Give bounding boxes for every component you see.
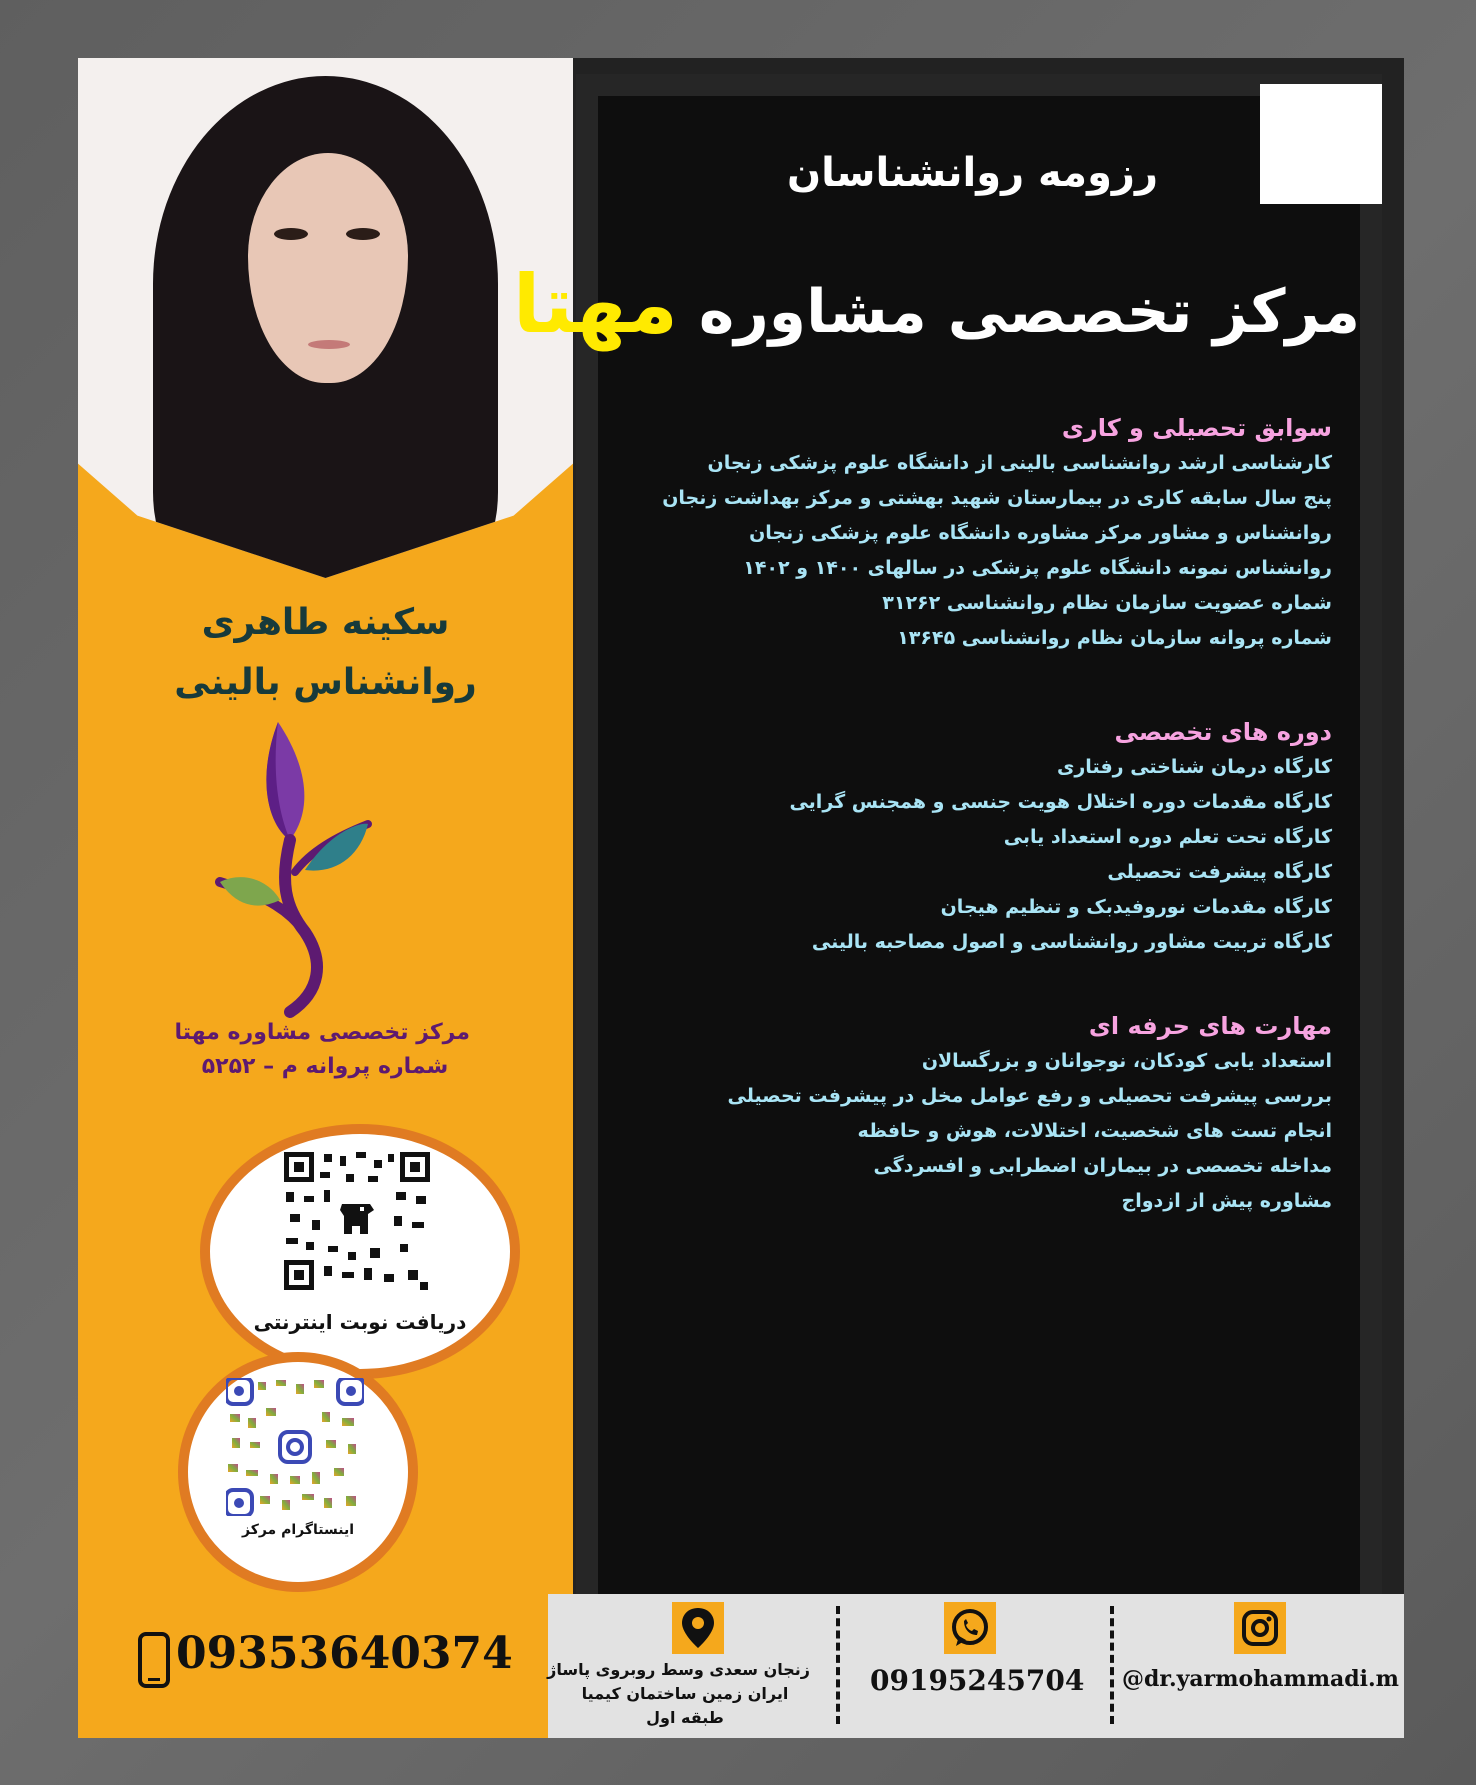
mouth: [308, 340, 350, 349]
list-item: کارگاه تربیت مشاور روانشناسی و اصول مصاحبه بالینی: [811, 931, 1332, 953]
list-item: مشاوره پیش از ازدواج: [1121, 1190, 1332, 1212]
list-item: کارگاه تحت تعلم دوره استعداد یابی: [1003, 826, 1332, 848]
footer-divider: [836, 1606, 840, 1724]
list-item: بررسی پیشرفت تحصیلی و رفع عوامل مخل در پیشرفت تحصیلی: [727, 1085, 1332, 1107]
instagram-qr-label: اینستاگرام مرکز: [242, 1522, 354, 1538]
booking-qr-label: دریافت نوبت اینترنتی: [253, 1310, 467, 1334]
center-title-highlight: مهتا: [512, 258, 678, 351]
list-item: روانشناس نمونه دانشگاه علوم پزشکی در سالهای ۱۴۰۰ و ۱۴۰۲: [743, 557, 1332, 579]
address-line-2: ایران زمین ساختمان کیمیا: [581, 1684, 789, 1703]
section-education: [662, 414, 1332, 656]
instagram-icon: [1234, 1602, 1286, 1654]
section-heading: سوابق تحصیلی و کاری: [1061, 414, 1332, 442]
mobile-number[interactable]: 09353640374: [176, 1628, 513, 1679]
profile-photo: [78, 58, 573, 578]
list-item: کارگاه پیشرفت تحصیلی: [1107, 861, 1332, 883]
license-number: شماره پروانه م – ۵۲۵۲: [201, 1054, 449, 1079]
list-item: روانشناس و مشاور مرکز مشاوره دانشگاه علوم پزشکی زنجان: [749, 522, 1332, 544]
center-name: مرکز تخصصی مشاوره مهتا: [174, 1020, 470, 1045]
list-item: مداخله تخصصی در بیماران اضطرابی و افسردگی: [873, 1155, 1332, 1177]
section-courses: [789, 718, 1332, 960]
instagram-qr-code-icon[interactable]: [226, 1378, 364, 1516]
whatsapp-icon: [944, 1602, 996, 1654]
address-line-3: طبقه اول: [646, 1708, 724, 1727]
left-eye: [274, 228, 308, 240]
list-item: شماره پروانه سازمان نظام روانشناسی ۱۳۶۴۵: [897, 627, 1332, 649]
list-item: کارگاه درمان شناختی رفتاری: [1056, 756, 1332, 778]
booking-qr-code-icon[interactable]: [284, 1152, 430, 1290]
footer-divider: [1110, 1606, 1114, 1724]
address-line-1: زنجان سعدی وسط روبروی پاساژ: [547, 1660, 810, 1679]
mobile-phone-icon: [138, 1632, 170, 1688]
psychologist-role: روانشناس بالینی: [174, 662, 477, 703]
section-skills: [728, 1012, 1333, 1219]
list-item: استعداد یابی کودکان، نوجوانان و بزرگسالان: [921, 1050, 1332, 1072]
right-eye: [346, 228, 380, 240]
instagram-handle[interactable]: @dr.yarmohammadi.m: [1122, 1666, 1399, 1692]
section-heading: دوره های تخصصی: [1114, 718, 1332, 746]
list-item: پنج سال سابقه کاری در بیمارستان شهید بهشتی و مرکز بهداشت زنجان: [662, 487, 1332, 509]
location-pin-icon: [672, 1602, 724, 1654]
list-item: کارگاه مقدمات نوروفیدبک و تنظیم هیجان: [940, 896, 1332, 918]
address-block: [547, 1658, 810, 1730]
list-item: کارگاه مقدمات دوره اختلال هویت جنسی و همجنس گرایی: [789, 791, 1332, 813]
center-title: [513, 258, 1360, 351]
center-title-prefix: مرکز تخصصی مشاوره: [698, 277, 1360, 347]
leaf-logo-icon: [210, 722, 380, 1022]
blank-white-box: [1260, 84, 1382, 204]
psychologist-name: سکینه طاهری: [201, 602, 450, 643]
whatsapp-number[interactable]: 09195245704: [870, 1664, 1085, 1697]
list-item: شماره عضویت سازمان نظام روانشناسی ۳۱۲۶۲: [882, 592, 1332, 614]
section-heading: مهارت های حرفه ای: [1088, 1012, 1332, 1040]
page-title: رزومه روانشناسان: [786, 150, 1158, 196]
list-item: انجام تست های شخصیت، اختلالات، هوش و حافظه: [857, 1120, 1332, 1142]
list-item: کارشناسی ارشد روانشناسی بالینی از دانشگاه علوم پزشکی زنجان: [707, 452, 1332, 474]
